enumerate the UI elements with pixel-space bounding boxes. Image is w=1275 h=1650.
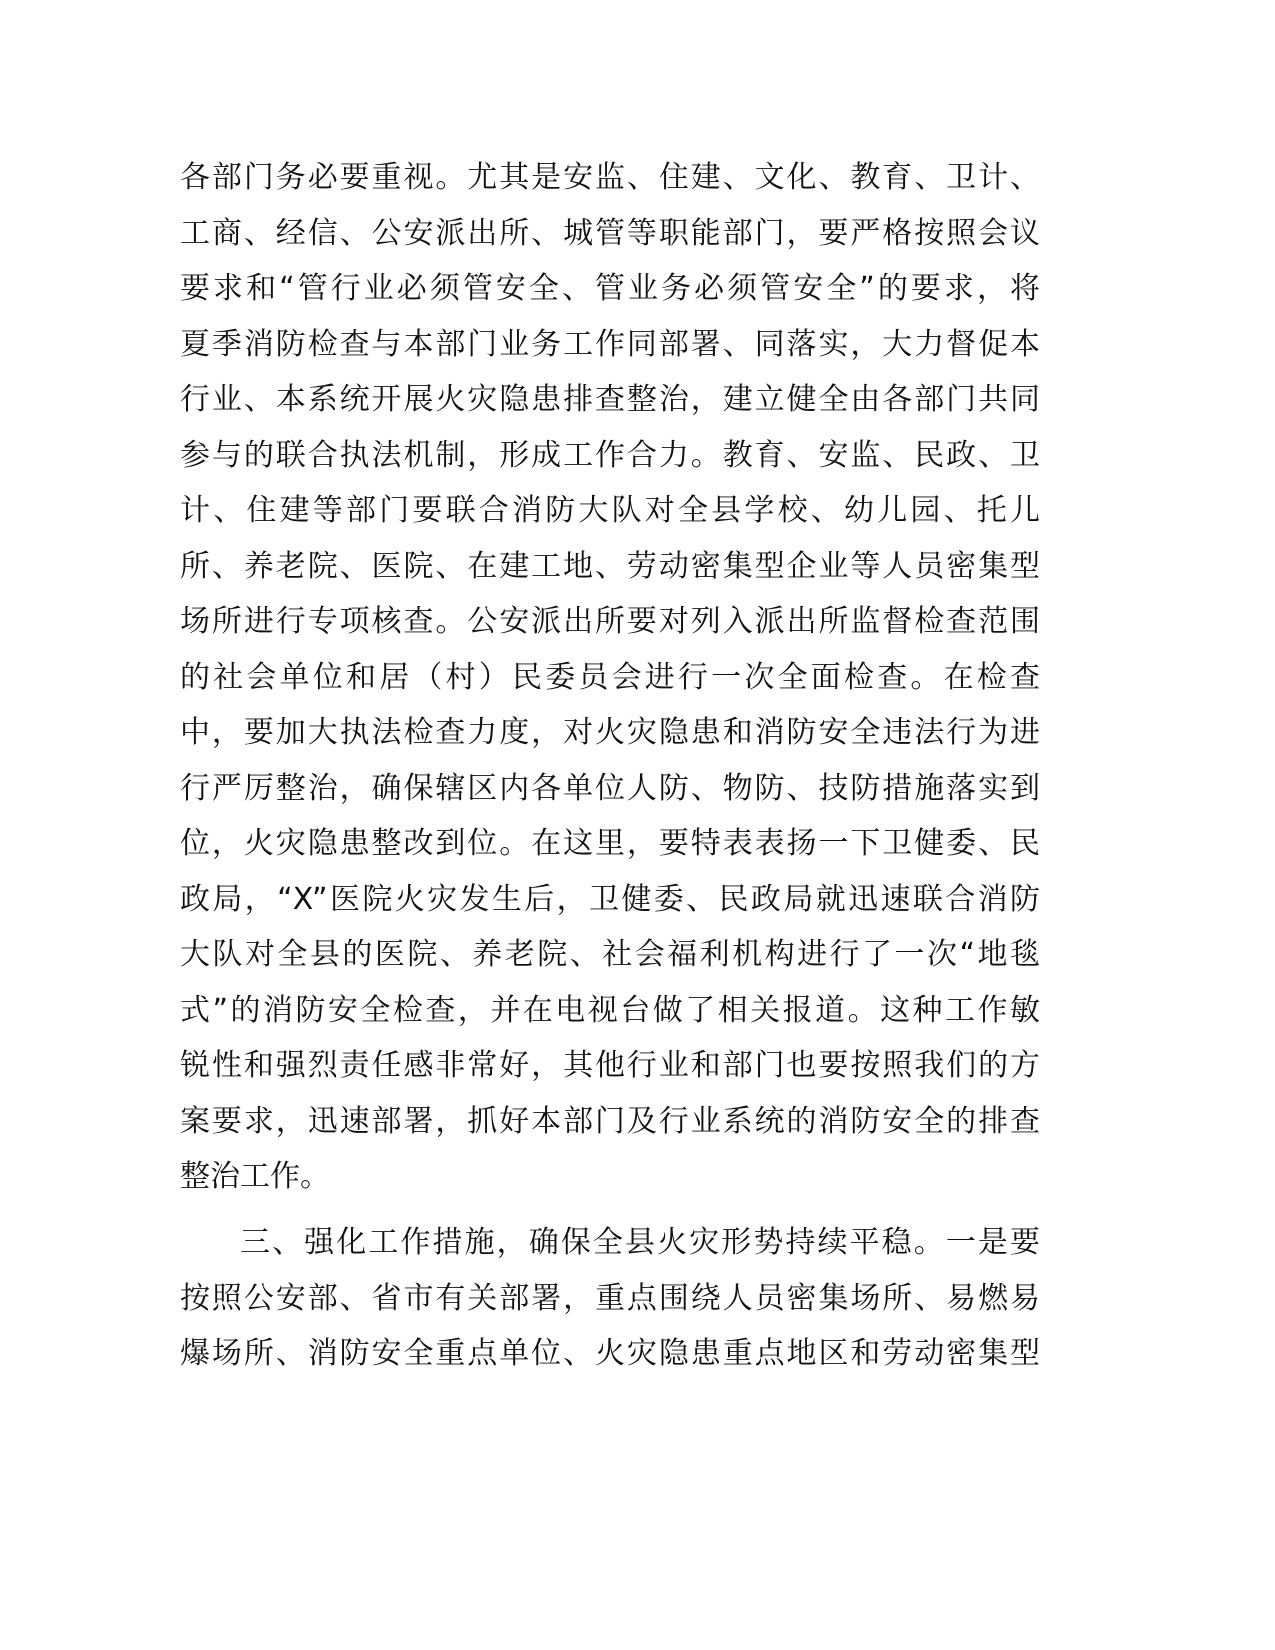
text-line: 政局，“X”医院火灾发生后，卫健委、民政局就迅速联合消防 (180, 881, 1040, 917)
text-line: 的社会单位和居（村）民委员会进行一次全面检查。在检查 (180, 659, 1040, 695)
text-line: 场所进行专项核查。公安派出所要对列入派出所监督检查范围 (180, 604, 1040, 639)
text-line: 大队对全县的医院、养老院、社会福利机构进行了一次“地毯 (180, 937, 1040, 972)
text-line: 行严厉整治，确保辖区内各单位人防、物防、技防措施落实到 (180, 770, 1040, 806)
text-line: 案要求，迅速部署，抓好本部门及行业系统的消防安全的排查 (180, 1103, 1040, 1139)
text-line: 式”的消防安全检查，并在电视台做了相关报道。这种工作敏 (180, 992, 1040, 1028)
text-line: 整治工作。 (180, 1159, 330, 1194)
text-line: 爆场所、消防安全重点单位、火灾隐患重点地区和劳动密集型 (180, 1336, 1040, 1371)
text-line: 中，要加大执法检查力度，对火灾隐患和消防安全违法行为进 (180, 715, 1040, 750)
paragraph-1 (180, 150, 1040, 1205)
text-line: 按照公安部、省市有关部署，重点围绕人员密集场所、易燃易 (180, 1280, 1040, 1316)
text-line: 参与的联合执法机制，形成工作合力。教育、安监、民政、卫 (180, 437, 1040, 473)
paragraph-2 (180, 1215, 1040, 1382)
text-line: 各部门务必要重视。尤其是安监、住建、文化、教育、卫计、 (180, 160, 1040, 195)
text-line: 要求和“管行业必须管安全、管业务必须管安全”的要求，将 (180, 271, 1040, 306)
text-line: 工商、经信、公安派出所、城管等职能部门，要严格按照会议 (180, 215, 1040, 251)
text-line: 行业、本系统开展火灾隐患排查整治，建立健全由各部门共同 (180, 382, 1040, 417)
text-line: 计、住建等部门要联合消防大队对全县学校、幼儿园、托儿 (180, 493, 1040, 528)
text-line: 夏季消防检查与本部门业务工作同部署、同落实，大力督促本 (180, 326, 1040, 362)
text-line: 锐性和强烈责任感非常好，其他行业和部门也要按照我们的方 (180, 1048, 1040, 1083)
text-line: 所、养老院、医院、在建工地、劳动密集型企业等人员密集型 (180, 548, 1040, 584)
text-line: 位，火灾隐患整改到位。在这里，要特表表扬一下卫健委、民 (180, 826, 1040, 861)
text-line: 三、强化工作措施，确保全县火灾形势持续平稳。一是要 (240, 1225, 1040, 1260)
